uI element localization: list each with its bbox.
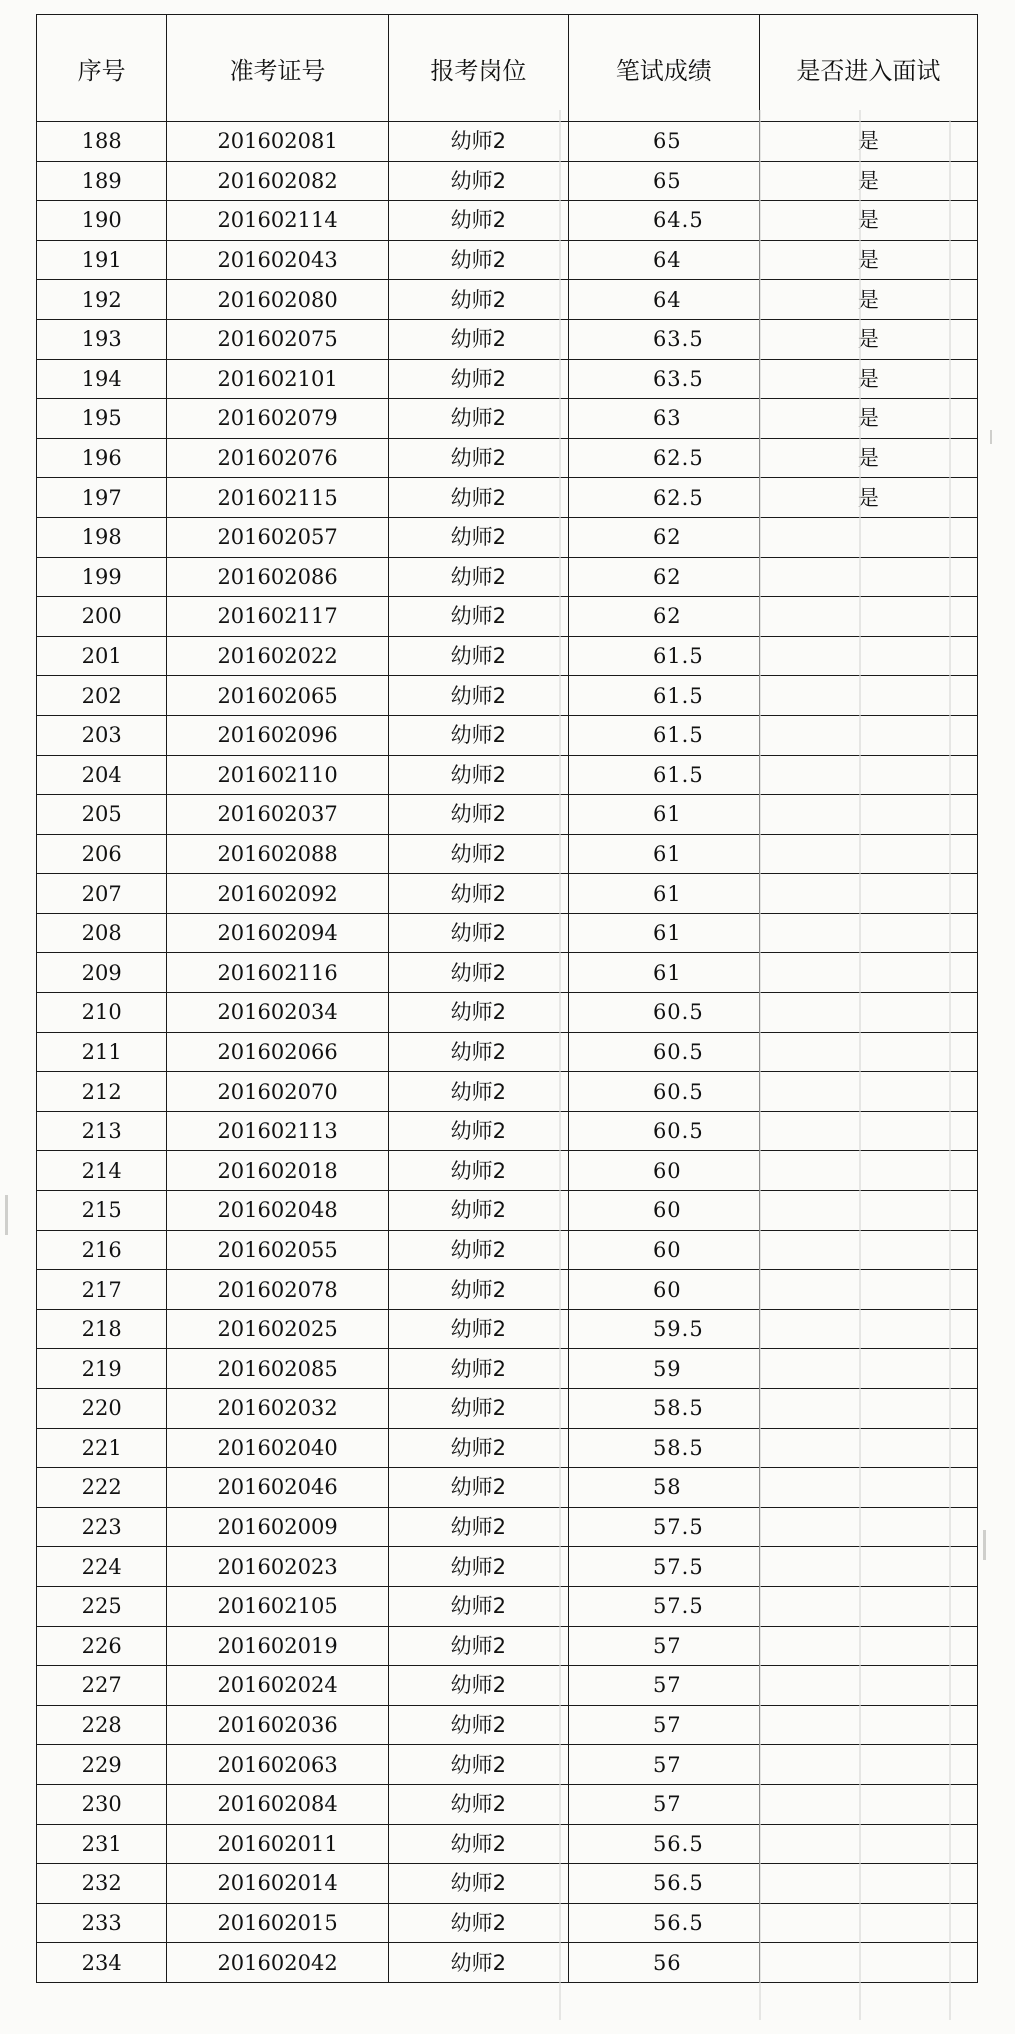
row-interview: 是	[759, 280, 977, 320]
row-interview: 是	[759, 438, 977, 478]
table-row	[37, 399, 978, 439]
row-interview	[759, 834, 977, 874]
row-position: 幼师2	[388, 1111, 568, 1151]
row-position: 幼师2	[388, 1191, 568, 1231]
row-score: 60	[568, 1191, 759, 1231]
row-seq: 192	[37, 280, 167, 320]
table-row	[37, 1824, 978, 1864]
row-score: 63	[568, 399, 759, 439]
row-exam-id: 201602101	[167, 359, 388, 399]
row-seq: 194	[37, 359, 167, 399]
row-interview: 是	[759, 122, 977, 162]
row-score: 60	[568, 1270, 759, 1310]
table-row	[37, 1586, 978, 1626]
row-position: 幼师2	[388, 1270, 568, 1310]
row-seq: 209	[37, 953, 167, 993]
row-score: 60.5	[568, 1072, 759, 1112]
row-interview: 是	[759, 161, 977, 201]
row-score: 62	[568, 557, 759, 597]
row-position: 幼师2	[388, 1586, 568, 1626]
row-exam-id: 201602117	[167, 597, 388, 637]
row-position: 幼师2	[388, 517, 568, 557]
row-position: 幼师2	[388, 1666, 568, 1706]
header-seq: 序号	[37, 15, 167, 122]
table-row	[37, 1072, 978, 1112]
row-exam-id: 201602014	[167, 1864, 388, 1904]
row-exam-id: 201602086	[167, 557, 388, 597]
row-interview	[759, 557, 977, 597]
row-seq: 190	[37, 201, 167, 241]
row-position: 幼师2	[388, 913, 568, 953]
row-seq: 211	[37, 1032, 167, 1072]
row-seq: 212	[37, 1072, 167, 1112]
row-interview	[759, 517, 977, 557]
row-interview: 是	[759, 240, 977, 280]
row-interview	[759, 1586, 977, 1626]
row-score: 60.5	[568, 1032, 759, 1072]
row-seq: 214	[37, 1151, 167, 1191]
row-exam-id: 201602114	[167, 201, 388, 241]
row-score: 60.5	[568, 993, 759, 1033]
row-interview: 是	[759, 359, 977, 399]
row-interview	[759, 1507, 977, 1547]
table-row	[37, 280, 978, 320]
row-position: 幼师2	[388, 1349, 568, 1389]
table-row	[37, 834, 978, 874]
row-interview	[759, 993, 977, 1033]
table-row	[37, 478, 978, 518]
row-score: 58.5	[568, 1428, 759, 1468]
row-position: 幼师2	[388, 993, 568, 1033]
row-interview	[759, 597, 977, 637]
row-seq: 225	[37, 1586, 167, 1626]
row-score: 61.5	[568, 636, 759, 676]
row-position: 幼师2	[388, 715, 568, 755]
row-exam-id: 201602063	[167, 1745, 388, 1785]
row-seq: 234	[37, 1943, 167, 1983]
table-row	[37, 597, 978, 637]
row-interview	[759, 1784, 977, 1824]
row-interview: 是	[759, 201, 977, 241]
row-exam-id: 201602019	[167, 1626, 388, 1666]
row-interview	[759, 874, 977, 914]
table-row	[37, 1191, 978, 1231]
row-seq: 220	[37, 1389, 167, 1429]
row-position: 幼师2	[388, 1468, 568, 1508]
row-exam-id: 201602042	[167, 1943, 388, 1983]
table-header	[37, 15, 978, 122]
row-interview	[759, 1745, 977, 1785]
row-exam-id: 201602022	[167, 636, 388, 676]
header-score: 笔试成绩	[568, 15, 759, 122]
header-position: 报考岗位	[388, 15, 568, 122]
row-interview	[759, 1230, 977, 1270]
table-row	[37, 240, 978, 280]
row-exam-id: 201602115	[167, 478, 388, 518]
row-interview	[759, 1191, 977, 1231]
row-seq: 222	[37, 1468, 167, 1508]
row-interview	[759, 1111, 977, 1151]
row-seq: 221	[37, 1428, 167, 1468]
row-interview: 是	[759, 399, 977, 439]
row-seq: 193	[37, 319, 167, 359]
row-exam-id: 201602075	[167, 319, 388, 359]
row-exam-id: 201602116	[167, 953, 388, 993]
row-position: 幼师2	[388, 1784, 568, 1824]
row-position: 幼师2	[388, 122, 568, 162]
table-row	[37, 913, 978, 953]
row-exam-id: 201602084	[167, 1784, 388, 1824]
row-position: 幼师2	[388, 438, 568, 478]
header-row	[37, 15, 978, 122]
header-interview: 是否进入面试	[759, 15, 977, 122]
row-score: 57.5	[568, 1507, 759, 1547]
row-score: 61	[568, 953, 759, 993]
table-row	[37, 1349, 978, 1389]
row-interview	[759, 1547, 977, 1587]
row-seq: 229	[37, 1745, 167, 1785]
row-position: 幼师2	[388, 240, 568, 280]
row-score: 63.5	[568, 319, 759, 359]
row-seq: 203	[37, 715, 167, 755]
row-score: 61	[568, 913, 759, 953]
row-score: 61.5	[568, 755, 759, 795]
table-row	[37, 1309, 978, 1349]
row-position: 幼师2	[388, 319, 568, 359]
row-seq: 230	[37, 1784, 167, 1824]
row-interview	[759, 676, 977, 716]
row-seq: 219	[37, 1349, 167, 1389]
row-exam-id: 201602082	[167, 161, 388, 201]
row-seq: 228	[37, 1705, 167, 1745]
row-seq: 195	[37, 399, 167, 439]
row-position: 幼师2	[388, 1389, 568, 1429]
row-seq: 213	[37, 1111, 167, 1151]
table-row	[37, 953, 978, 993]
table-row	[37, 795, 978, 835]
row-score: 61	[568, 834, 759, 874]
table-row	[37, 1270, 978, 1310]
row-exam-id: 201602079	[167, 399, 388, 439]
row-score: 58.5	[568, 1389, 759, 1429]
table-row	[37, 676, 978, 716]
table-row	[37, 1943, 978, 1983]
row-score: 56.5	[568, 1824, 759, 1864]
row-position: 幼师2	[388, 1507, 568, 1547]
table-row	[37, 1864, 978, 1904]
row-exam-id: 201602032	[167, 1389, 388, 1429]
row-position: 幼师2	[388, 1072, 568, 1112]
table-row	[37, 1468, 978, 1508]
row-interview	[759, 1270, 977, 1310]
table-row	[37, 1389, 978, 1429]
row-score: 57.5	[568, 1547, 759, 1587]
row-exam-id: 201602096	[167, 715, 388, 755]
row-score: 57	[568, 1705, 759, 1745]
row-seq: 215	[37, 1191, 167, 1231]
row-exam-id: 201602094	[167, 913, 388, 953]
row-interview	[759, 1943, 977, 1983]
table-row	[37, 755, 978, 795]
row-seq: 208	[37, 913, 167, 953]
row-seq: 224	[37, 1547, 167, 1587]
row-score: 61.5	[568, 676, 759, 716]
row-position: 幼师2	[388, 1309, 568, 1349]
row-score: 58	[568, 1468, 759, 1508]
row-interview	[759, 1468, 977, 1508]
row-seq: 227	[37, 1666, 167, 1706]
row-score: 57	[568, 1666, 759, 1706]
row-exam-id: 201602034	[167, 993, 388, 1033]
row-exam-id: 201602085	[167, 1349, 388, 1389]
row-exam-id: 201602066	[167, 1032, 388, 1072]
row-score: 59.5	[568, 1309, 759, 1349]
row-seq: 198	[37, 517, 167, 557]
row-exam-id: 201602037	[167, 795, 388, 835]
row-seq: 200	[37, 597, 167, 637]
table-row	[37, 1111, 978, 1151]
row-position: 幼师2	[388, 1824, 568, 1864]
row-exam-id: 201602078	[167, 1270, 388, 1310]
table-body	[37, 122, 978, 1983]
row-position: 幼师2	[388, 795, 568, 835]
row-score: 65	[568, 122, 759, 162]
row-exam-id: 201602048	[167, 1191, 388, 1231]
row-score: 62	[568, 517, 759, 557]
table-row	[37, 1903, 978, 1943]
row-position: 幼师2	[388, 1151, 568, 1191]
row-interview	[759, 715, 977, 755]
row-position: 幼师2	[388, 1626, 568, 1666]
row-seq: 197	[37, 478, 167, 518]
row-score: 62	[568, 597, 759, 637]
row-position: 幼师2	[388, 1745, 568, 1785]
row-exam-id: 201602036	[167, 1705, 388, 1745]
row-position: 幼师2	[388, 1032, 568, 1072]
table-row	[37, 359, 978, 399]
row-position: 幼师2	[388, 953, 568, 993]
row-score: 57.5	[568, 1586, 759, 1626]
row-exam-id: 201602105	[167, 1586, 388, 1626]
row-score: 65	[568, 161, 759, 201]
row-exam-id: 201602025	[167, 1309, 388, 1349]
row-position: 幼师2	[388, 1428, 568, 1468]
table-row	[37, 201, 978, 241]
table-row	[37, 1745, 978, 1785]
row-interview	[759, 1349, 977, 1389]
row-position: 幼师2	[388, 1943, 568, 1983]
row-interview	[759, 636, 977, 676]
row-score: 56.5	[568, 1864, 759, 1904]
row-exam-id: 201602046	[167, 1468, 388, 1508]
row-score: 64.5	[568, 201, 759, 241]
row-seq: 207	[37, 874, 167, 914]
row-interview	[759, 1824, 977, 1864]
row-position: 幼师2	[388, 1230, 568, 1270]
row-interview	[759, 1705, 977, 1745]
row-exam-id: 201602080	[167, 280, 388, 320]
row-score: 57	[568, 1626, 759, 1666]
table-row	[37, 1230, 978, 1270]
row-exam-id: 201602113	[167, 1111, 388, 1151]
row-interview	[759, 795, 977, 835]
row-score: 56.5	[568, 1903, 759, 1943]
row-exam-id: 201602040	[167, 1428, 388, 1468]
row-position: 幼师2	[388, 755, 568, 795]
table-row	[37, 122, 978, 162]
row-seq: 201	[37, 636, 167, 676]
row-interview: 是	[759, 478, 977, 518]
table-row	[37, 1151, 978, 1191]
row-interview	[759, 1389, 977, 1429]
results-table	[36, 14, 978, 1983]
row-exam-id: 201602018	[167, 1151, 388, 1191]
row-interview	[759, 913, 977, 953]
row-score: 60	[568, 1151, 759, 1191]
row-position: 幼师2	[388, 478, 568, 518]
row-score: 56	[568, 1943, 759, 1983]
table-row	[37, 715, 978, 755]
row-position: 幼师2	[388, 557, 568, 597]
table-row	[37, 557, 978, 597]
row-position: 幼师2	[388, 201, 568, 241]
row-seq: 210	[37, 993, 167, 1033]
row-exam-id: 201602023	[167, 1547, 388, 1587]
row-exam-id: 201602055	[167, 1230, 388, 1270]
table-row	[37, 438, 978, 478]
row-score: 62.5	[568, 478, 759, 518]
row-score: 64	[568, 280, 759, 320]
row-exam-id: 201602081	[167, 122, 388, 162]
row-exam-id: 201602110	[167, 755, 388, 795]
row-position: 幼师2	[388, 399, 568, 439]
row-position: 幼师2	[388, 676, 568, 716]
table-row	[37, 1784, 978, 1824]
table-row	[37, 993, 978, 1033]
row-interview	[759, 1428, 977, 1468]
table-row	[37, 1626, 978, 1666]
row-seq: 206	[37, 834, 167, 874]
table-row	[37, 1666, 978, 1706]
row-score: 59	[568, 1349, 759, 1389]
row-exam-id: 201602076	[167, 438, 388, 478]
row-position: 幼师2	[388, 359, 568, 399]
row-exam-id: 201602057	[167, 517, 388, 557]
row-seq: 196	[37, 438, 167, 478]
row-score: 57	[568, 1745, 759, 1785]
row-interview	[759, 1626, 977, 1666]
row-interview	[759, 1864, 977, 1904]
row-score: 62.5	[568, 438, 759, 478]
row-position: 幼师2	[388, 161, 568, 201]
table-row	[37, 517, 978, 557]
row-position: 幼师2	[388, 636, 568, 676]
row-score: 61.5	[568, 715, 759, 755]
row-seq: 226	[37, 1626, 167, 1666]
row-interview	[759, 1309, 977, 1349]
row-score: 57	[568, 1784, 759, 1824]
row-seq: 202	[37, 676, 167, 716]
row-exam-id: 201602070	[167, 1072, 388, 1112]
row-position: 幼师2	[388, 874, 568, 914]
row-seq: 205	[37, 795, 167, 835]
table-row	[37, 1428, 978, 1468]
row-position: 幼师2	[388, 1864, 568, 1904]
row-exam-id: 201602088	[167, 834, 388, 874]
row-seq: 191	[37, 240, 167, 280]
row-seq: 204	[37, 755, 167, 795]
table-row	[37, 1705, 978, 1745]
table-row	[37, 1507, 978, 1547]
table-row	[37, 636, 978, 676]
row-seq: 188	[37, 122, 167, 162]
row-exam-id: 201602024	[167, 1666, 388, 1706]
row-exam-id: 201602092	[167, 874, 388, 914]
row-interview	[759, 1903, 977, 1943]
table-row	[37, 874, 978, 914]
row-score: 64	[568, 240, 759, 280]
row-interview	[759, 1072, 977, 1112]
row-seq: 232	[37, 1864, 167, 1904]
row-score: 60	[568, 1230, 759, 1270]
row-interview	[759, 1151, 977, 1191]
row-interview	[759, 1032, 977, 1072]
row-seq: 233	[37, 1903, 167, 1943]
row-position: 幼师2	[388, 1705, 568, 1745]
row-position: 幼师2	[388, 834, 568, 874]
row-interview	[759, 755, 977, 795]
row-position: 幼师2	[388, 280, 568, 320]
row-seq: 223	[37, 1507, 167, 1547]
table-row	[37, 1547, 978, 1587]
table-row	[37, 161, 978, 201]
row-score: 63.5	[568, 359, 759, 399]
row-exam-id: 201602043	[167, 240, 388, 280]
row-seq: 218	[37, 1309, 167, 1349]
row-interview: 是	[759, 319, 977, 359]
row-exam-id: 201602011	[167, 1824, 388, 1864]
row-exam-id: 201602015	[167, 1903, 388, 1943]
table-row	[37, 319, 978, 359]
header-exam-id: 准考证号	[167, 15, 388, 122]
row-exam-id: 201602065	[167, 676, 388, 716]
row-interview	[759, 953, 977, 993]
row-score: 61	[568, 874, 759, 914]
row-seq: 189	[37, 161, 167, 201]
row-seq: 231	[37, 1824, 167, 1864]
row-seq: 217	[37, 1270, 167, 1310]
row-position: 幼师2	[388, 597, 568, 637]
row-exam-id: 201602009	[167, 1507, 388, 1547]
row-interview	[759, 1666, 977, 1706]
row-position: 幼师2	[388, 1547, 568, 1587]
row-seq: 216	[37, 1230, 167, 1270]
row-position: 幼师2	[388, 1903, 568, 1943]
row-score: 60.5	[568, 1111, 759, 1151]
row-seq: 199	[37, 557, 167, 597]
table-row	[37, 1032, 978, 1072]
row-score: 61	[568, 795, 759, 835]
